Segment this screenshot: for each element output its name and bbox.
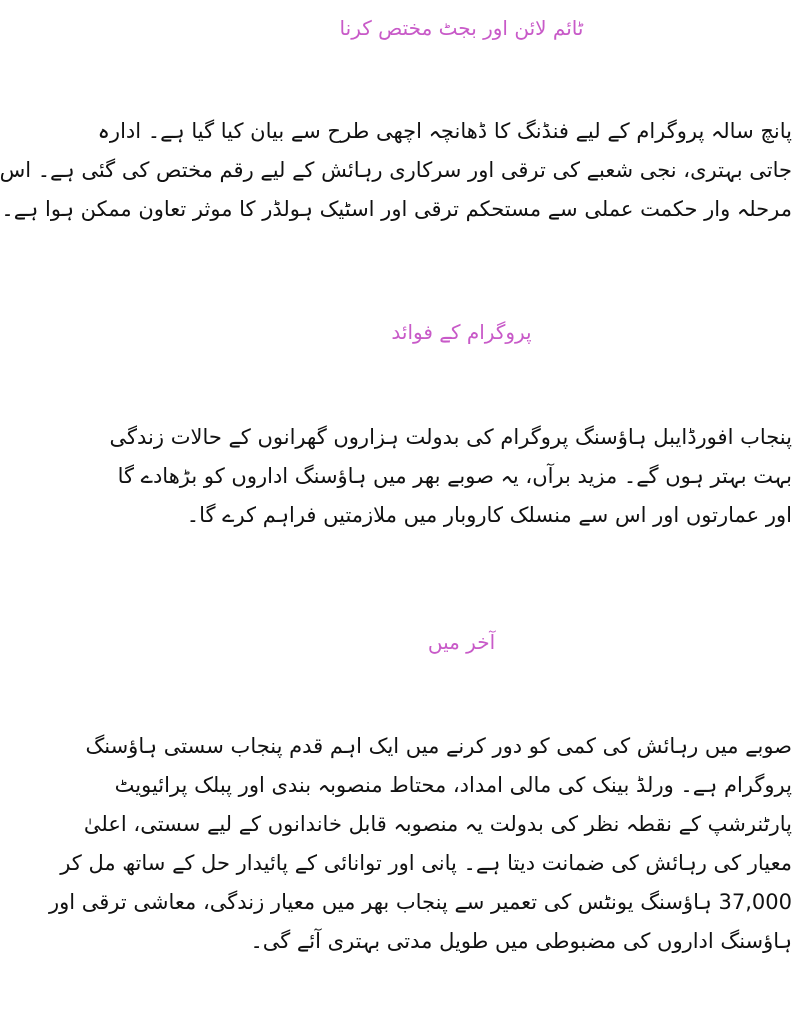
paragraph-program-benefits bbox=[109, 418, 792, 535]
paragraph-line: 37,000 ہاؤسنگ یونٹس کی تعمیر سے پنجاب بھر میں معیار زندگی، معاشی ترقی اور bbox=[48, 890, 792, 914]
section-heading-conclusion: آخر میں bbox=[427, 630, 496, 654]
paragraph-line: صوبے میں رہائش کی کمی کو دور کرنے میں ایک اہم قدم پنجاب سستی ہاؤسنگ bbox=[85, 734, 792, 758]
paragraph-line: پانچ سالہ پروگرام کے لیے فنڈنگ کا ڈھانچہ اچھی طرح سے بیان کیا گیا ہے۔ ادارہ bbox=[97, 119, 792, 143]
section-heading-program-benefits: پروگرام کے فوائد bbox=[391, 320, 532, 344]
paragraph-line: معیار کی رہائش کی ضمانت دیتا ہے۔ پانی اور توانائی کے پائیدار حل کے ساتھ مل کر bbox=[60, 851, 792, 875]
paragraph-line: جاتی بہتری، نجی شعبے کی ترقی اور سرکاری رہائش کے لیے رقم مختص کی گئی ہے۔ اس bbox=[0, 158, 792, 182]
paragraph-line: پروگرام ہے۔ ورلڈ بینک کی مالی امداد، محتاط منصوبہ بندی اور پبلک پرائیویٹ bbox=[114, 773, 792, 797]
paragraph-timeline-budget bbox=[0, 112, 792, 229]
paragraph-line: اور عمارتوں اور اس سے منسلک کاروبار میں ملازمتیں فراہم کرے گا۔ bbox=[186, 503, 792, 527]
paragraph-line: پنجاب افورڈایبل ہاؤسنگ پروگرام کی بدولت ہزاروں گھرانوں کے حالات زندگی bbox=[109, 425, 792, 449]
paragraph-conclusion bbox=[48, 727, 792, 961]
paragraph-line: مرحلہ وار حکمت عملی سے مستحکم ترقی اور اسٹیک ہولڈر کا موثر تعاون ممکن ہوا ہے۔ bbox=[1, 197, 792, 221]
section-heading-timeline-budget: ٹائم لائن اور بجٹ مختص کرنا bbox=[339, 16, 584, 40]
paragraph-line: بہت بہتر ہوں گے۔ مزید برآں، یہ صوبے بھر میں ہاؤسنگ اداروں کو بڑھادے گا bbox=[117, 464, 792, 488]
paragraph-line: پارٹنرشپ کے نقطہ نظر کی بدولت یہ منصوبہ قابل خاندانوں کے لیے سستی، اعلیٰ bbox=[83, 812, 792, 836]
paragraph-line: ہاؤسنگ اداروں کی مضبوطی میں طویل مدتی بہتری آئے گی۔ bbox=[250, 929, 792, 953]
